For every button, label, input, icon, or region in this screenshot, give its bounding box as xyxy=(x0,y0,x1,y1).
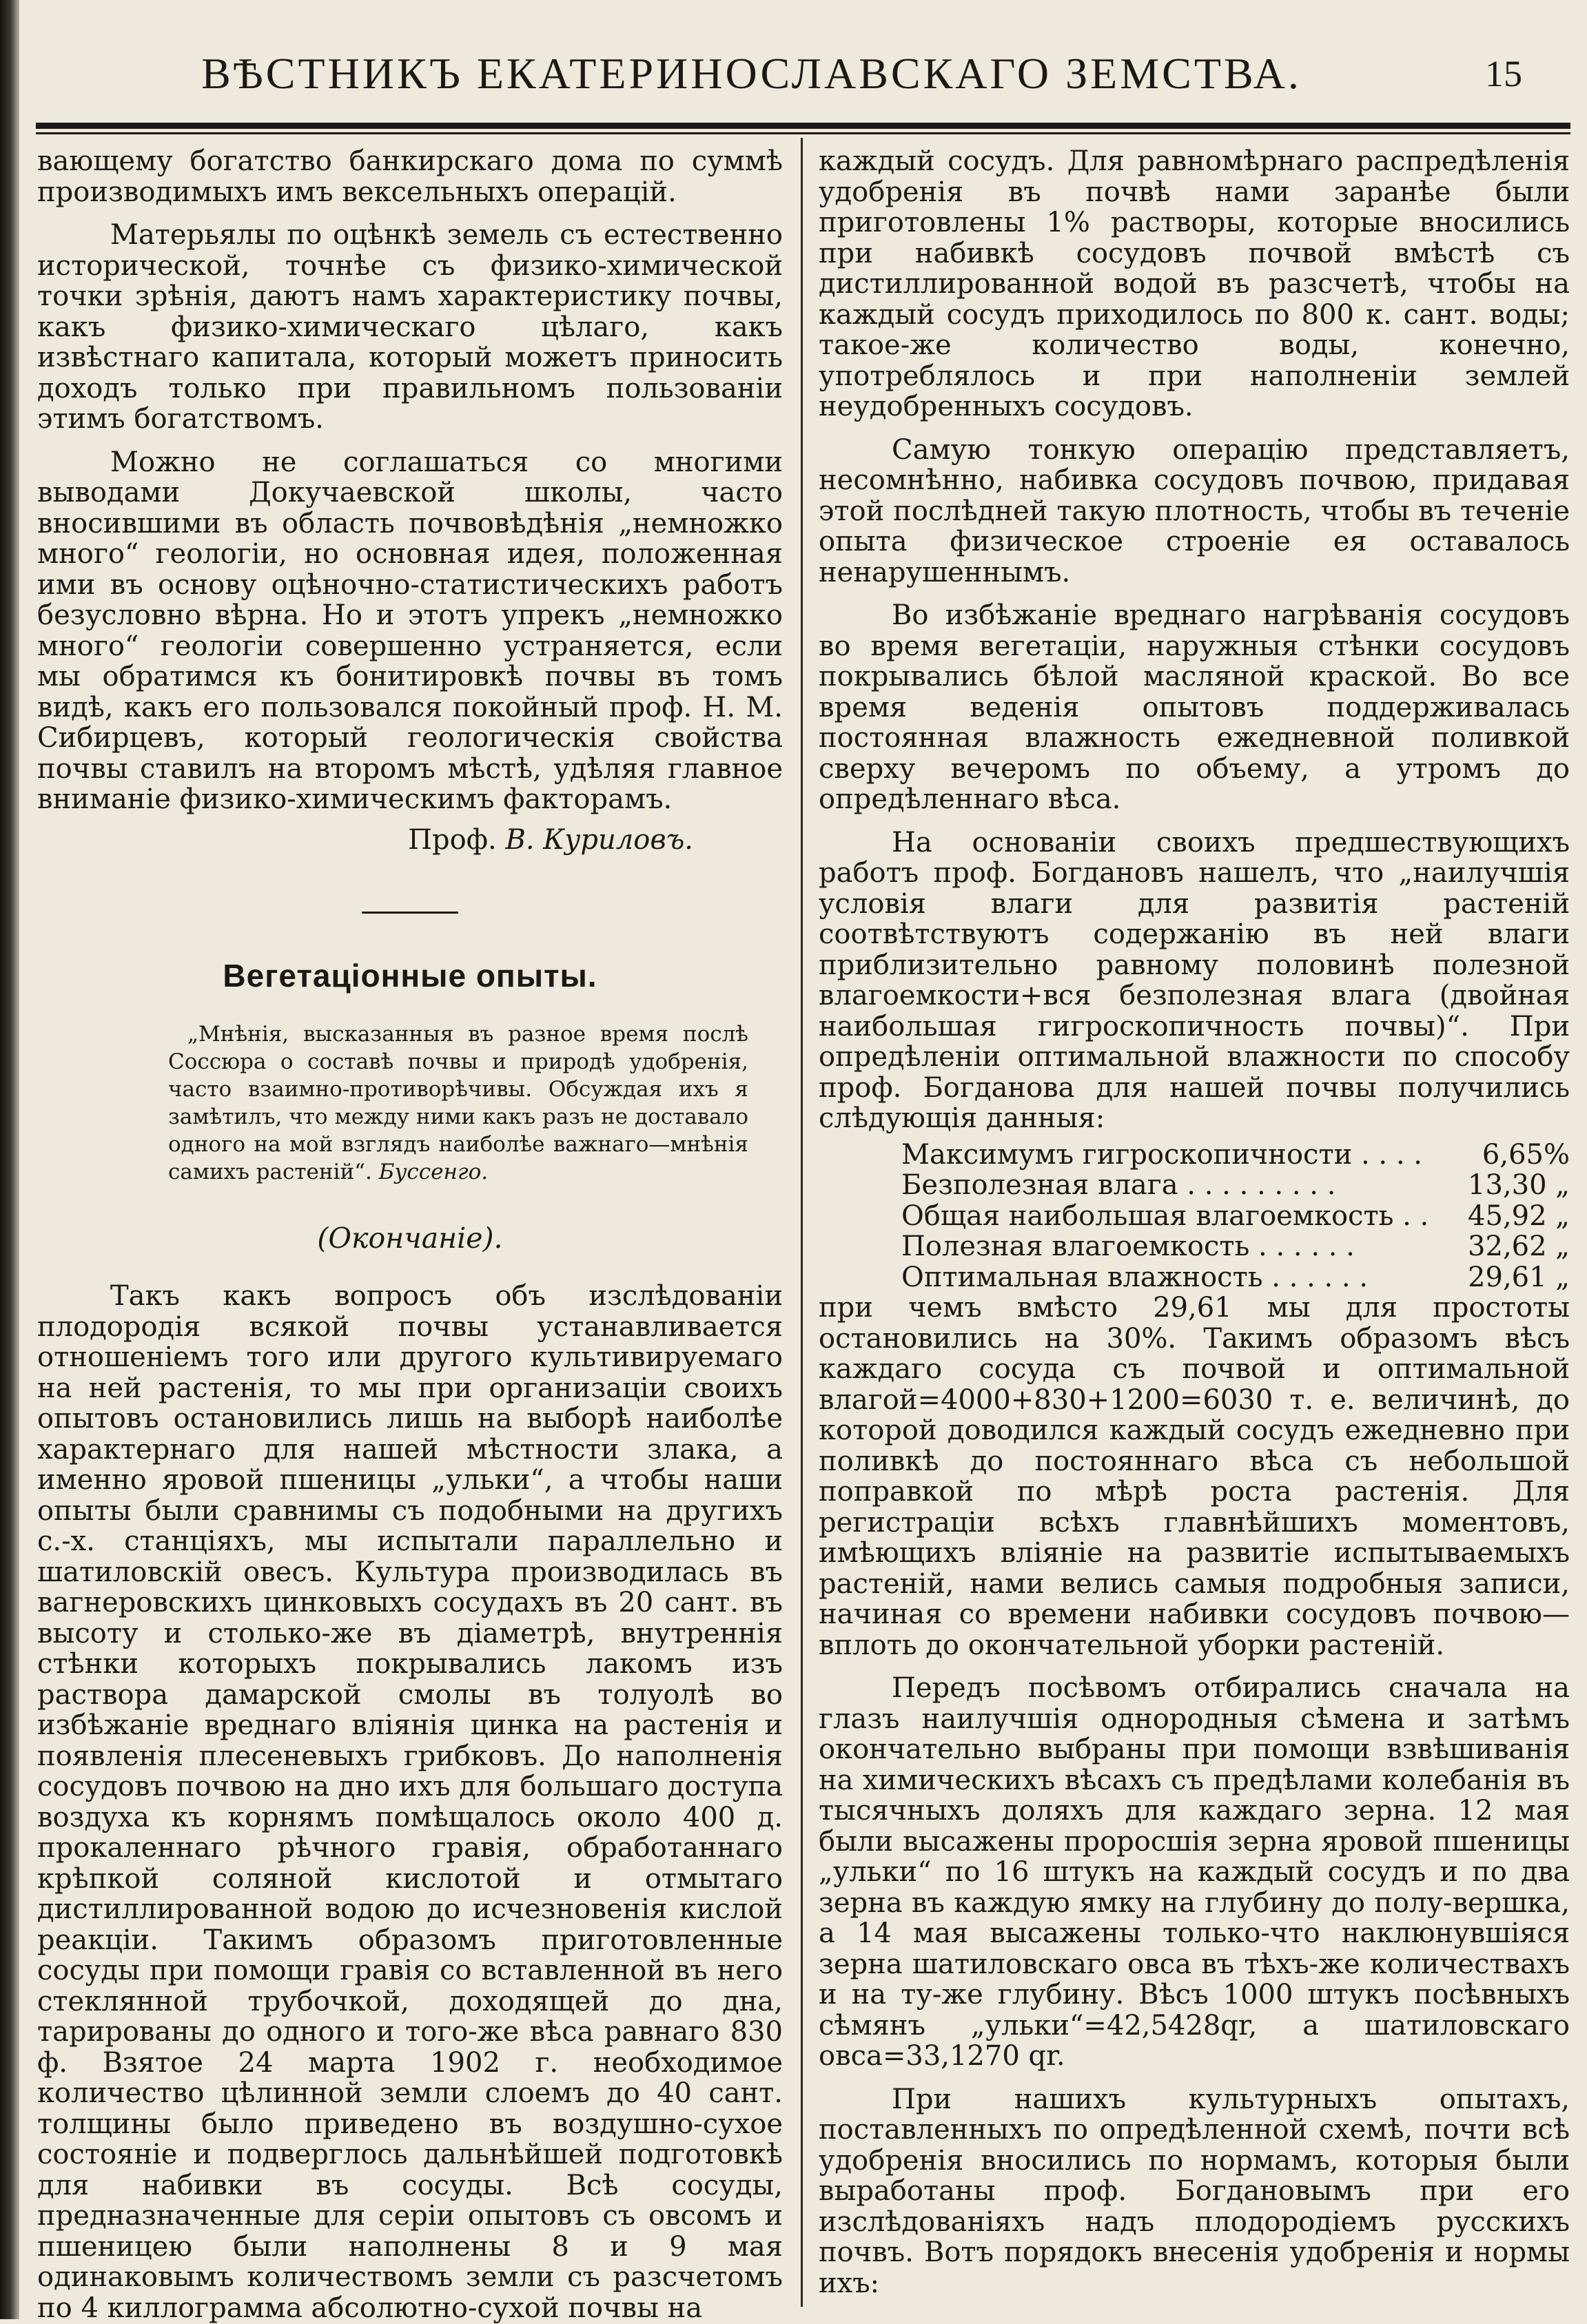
book-spine-shadow xyxy=(0,0,19,2319)
continuation-label: (Окончаніе). xyxy=(317,1221,503,1255)
signature-name: В. Куриловъ. xyxy=(505,823,693,856)
data-row xyxy=(901,1170,1570,1201)
paragraph: при чемъ вмѣсто 29,61 мы для простоты остановились на 30%. Такимъ образомъ вѣсъ каждаго сосуда съ почвой и оптимальной влагой=4000+830+1200=6030 т. е. величинѣ, до которой доводился каждый сосудъ ежедневно при поливкѣ до постояннаго вѣса съ небольшой поправкой по мѣрѣ роста растенія. Для регистраціи всѣхъ главнѣйшихъ моментовъ, имѣющихъ вліяніе на развитіе испытываемыхъ растеній, нами велись самыя подробныя записи, начиная со времени набивки сосудовъ почвою—вплоть до окончательной уборки растеній. xyxy=(819,1292,1570,1661)
paragraph: Передъ посѣвомъ отбирались сначала на глазъ наилучшія однородныя сѣмена и затѣмъ окончательно выбраны при помощи взвѣшиванія на химическихъ вѣсахъ съ предѣлами колебанія въ тысячныхъ доляхъ для каждаго зерна. 12 мая были высажены проросшія зерна яровой пшеницы „ульки“ по 16 штукъ на каждый сосудъ и по два зерна въ каждую ямку на глубину до полу-вершка, а 14 мая высажены только-что наклюнувшіяся зерна шатиловскаго овса въ тѣхъ-же количествахъ и на ту-же глубину. Вѣсъ 1000 штукъ посѣвныхъ сѣмянъ „ульки“=42,5428qr, а шатиловскаго овса=33,1270 qr. xyxy=(819,1672,1570,2072)
data-label: Оптимальная влажность . . . . . . xyxy=(901,1261,1369,1293)
data-label: Общая наибольшая влагоемкость . . xyxy=(901,1200,1429,1232)
paragraph: При нашихъ культурныхъ опытахъ, поставленныхъ по опредѣленной схемѣ, почти всѣ удобренія вносились по нормамъ, которыя были выработаны проф. Богдановымъ при его изслѣдованіяхъ надъ плодородіемъ русскихъ почвъ. Вотъ порядокъ внесенія удобренія и нормы ихъ: xyxy=(819,2083,1570,2299)
paragraph: На основаніи своихъ предшествующихъ работъ проф. Богдановъ нашелъ, что „наилучшія условія влаги для развитія растеній соотвѣтствуютъ содержанію въ ней влаги приблизительно равному половинѣ полезной влагоемкости+вся безполезная влага (двойная наибольшая гигроскопичность почвы)“. При опредѣленіи оптимальной влажности по способу проф. Богданова для нашей почвы получились слѣдующія данныя: xyxy=(819,826,1570,1134)
data-value: 45,92 „ xyxy=(1468,1200,1570,1232)
data-value: 29,61 „ xyxy=(1468,1261,1570,1293)
left-column xyxy=(37,146,783,2323)
journal-title: ВѢСТНИКЪ ЕКАТЕРИНОСЛАВСКАГО ЗЕМСТВА. xyxy=(201,49,1302,98)
paragraph: вающему богатство банкирскаго дома по суммѣ производимыхъ имъ вексельныхъ операцій. xyxy=(37,145,783,208)
right-column xyxy=(819,146,1570,2299)
data-row xyxy=(901,1231,1570,1262)
author-signature xyxy=(37,825,783,856)
epigraph xyxy=(168,1020,748,1186)
header-rule xyxy=(36,123,1570,129)
journal-page xyxy=(19,0,1587,2324)
data-row xyxy=(901,1140,1570,1171)
paragraph: Можно не соглашаться со многими выводами Докучаевской школы, часто вносившими въ область почвовѣдѣнія „немножко много“ геологіи, но основная идея, положенная ими въ основу оцѣночно-статистическихъ работъ безусловно вѣрна. Но и этотъ упрекъ „немножко много“ геологіи совершенно устраняется, если мы обратимся къ бонитировкѣ почвы въ томъ видѣ, какъ его пользовался покойный проф. Н. М. Сибирцевъ, который геологическія свойства почвы ставилъ на второмъ мѣстѣ, удѣляя главное вниманіе физико-химическимъ факторамъ. xyxy=(37,446,783,815)
data-value: 32,62 „ xyxy=(1468,1231,1570,1262)
running-header xyxy=(36,48,1570,96)
data-label: Безполезная влага . . . . . . . . . xyxy=(901,1169,1336,1201)
paragraph: Самую тонкую операцію представляетъ, несомнѣнно, набивка сосудовъ почвою, придавая этой послѣдней такую плотность, чтобы въ теченіе опыта физическое строеніе ея оставалось ненарушеннымъ. xyxy=(819,433,1570,588)
data-row xyxy=(901,1201,1570,1232)
section-separator xyxy=(362,912,458,914)
signature-prefix: Проф. xyxy=(408,823,497,856)
header-rule-thin xyxy=(36,132,1570,134)
paragraph: Во избѣжаніе вреднаго нагрѣванія сосудовъ во время вегетаціи, наружныя стѣнки сосудовъ покрывались бѣлой масляной краской. Во все время веденія опытовъ поддерживалась постоянная влажность ежедневной поливкой сверху вечеромъ по объему, а утромъ до опредѣленнаго вѣса. xyxy=(819,599,1570,815)
data-value: 6,65% xyxy=(1482,1138,1570,1171)
page-number: 15 xyxy=(1485,53,1522,94)
data-label: Полезная влагоемкость . . . . . . xyxy=(901,1231,1355,1262)
data-label: Максимумъ гигроскопичности . . . . xyxy=(901,1138,1422,1171)
epigraph-author: Буссенго. xyxy=(378,1159,489,1184)
paragraph: каждый сосудъ. Для равномѣрнаго распредѣленія удобренія въ почвѣ нами заранѣе были приготовлены 1% растворы, которые вносились при набивкѣ сосудовъ почвой вмѣстѣ съ дистиллированной водой въ разсчетѣ, чтобы на каждый сосудъ приходилось по 800 к. сант. воды; такое-же количество воды, конечно, употреблялось и при наполненіи землей неудобренныхъ сосудовъ. xyxy=(819,145,1570,422)
column-divider xyxy=(801,138,803,2307)
paragraph: Такъ какъ вопросъ объ изслѣдованіи плодородія всякой почвы устанавливается отношеніемъ того или другого культивируемаго на ней растенія, то мы при организаціи своихъ опытовъ остановились лишь на выборѣ наиболѣе характернаго для нашей мѣстности злака, а именно яровой пшеницы „ульки“, а чтобы наши опыты были сравнимы съ подобными на другихъ с.-х. станціяхъ, мы испытали параллельно и шатиловскій овесъ. Культура производилась въ вагнеровскихъ цинковыхъ сосудахъ въ 20 сант. въ высоту и столько-же въ діаметрѣ, внутреннія стѣнки которыхъ покрывались лакомъ изъ раствора дамарской смолы въ толуолѣ во избѣжаніе вреднаго вліянія цинка на растенія и появленія плесеневыхъ грибковъ. До наполненія сосудовъ почвою на дно ихъ для большаго доступа воздуха къ корнямъ помѣщалось около 400 д. прокаленнаго рѣчного гравія, обработаннаго крѣпкой соляной кислотой и отмытаго дистиллированной водою до исчезновенія кислой реакціи. Такимъ образомъ приготовленные сосуды при помощи гравія со вставленной въ него стеклянной трубочкой, доходящей до дна, тарированы до одного и того-же вѣса равнаго 830 ф. Взятое 24 марта 1902 г. необходимое количество цѣлинной земли слоемъ до 40 сант. толщины было приведено въ воздушно-сухое состояніе и подверглось дальнѣйшей подготовкѣ для набивки въ сосуды. Всѣ сосуды, предназначенные для серіи опытовъ съ овсомъ и пшеницею были наполнены 8 и 9 мая одинаковымъ количествомъ земли съ разсчетомъ по 4 киллограмма абсолютно-сухой почвы на xyxy=(37,1280,783,2324)
data-value: 13,30 „ xyxy=(1468,1169,1570,1201)
section-title: Вегетаціонные опыты. xyxy=(223,958,597,994)
paragraph: Матерьялы по оцѣнкѣ земель съ естественно исторической, точнѣе съ физико-химической точки зрѣнія, даютъ намъ характеристику почвы, какъ физико-химическаго цѣлаго, какъ извѣстнаго капитала, который можетъ приносить доходъ только при правильномъ пользованіи этимъ богатствомъ. xyxy=(37,219,783,435)
epigraph-text: „Мнѣнія, высказанныя въ разное время послѣ Соссюра о составѣ почвы и природѣ удобренія, часто взаимно-противорѣчивы. Обсуждая ихъ я замѣтилъ, что между ними какъ разъ не доставало одного на мой взглядъ наиболѣе важнаго—мнѣнія самихъ растеній“. xyxy=(168,1021,748,1184)
moisture-data-list xyxy=(901,1140,1570,1293)
data-row xyxy=(901,1262,1570,1293)
